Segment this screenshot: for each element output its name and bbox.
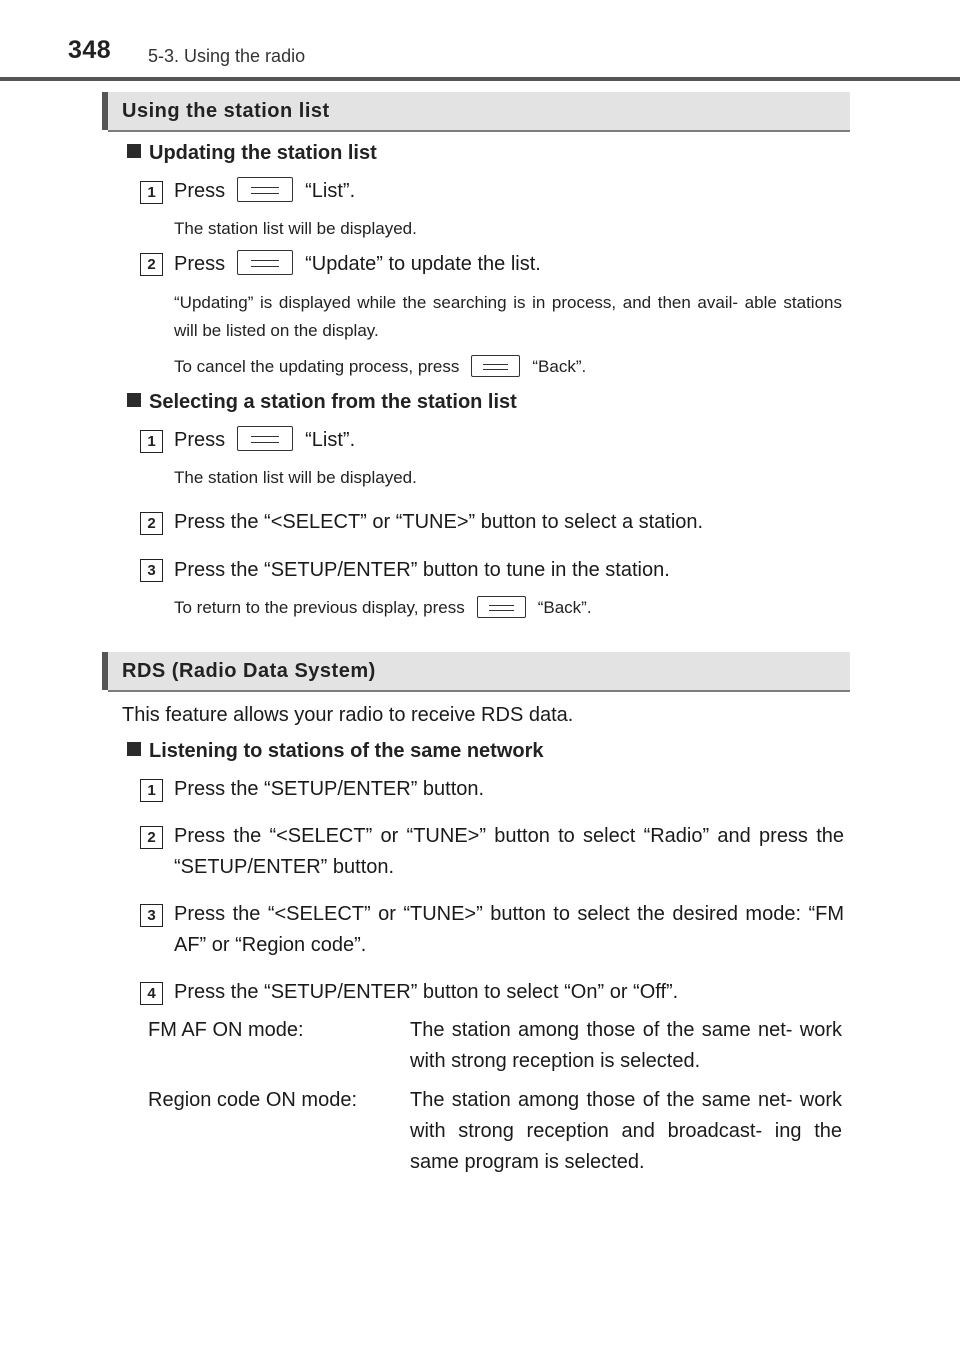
section-underline bbox=[108, 690, 850, 692]
subheading-selecting-station bbox=[127, 391, 517, 414]
step-number-badge: 3 bbox=[140, 904, 163, 927]
section-path: 5-3. Using the radio bbox=[148, 46, 306, 66]
control-button-icon bbox=[477, 596, 526, 618]
section-accent-bar bbox=[102, 92, 108, 130]
square-bullet-icon bbox=[127, 742, 141, 756]
step-instruction: Press the “SETUP/ENTER” button to select “On” or “Off”. bbox=[174, 981, 679, 1003]
step-note-cancel bbox=[174, 353, 842, 381]
subheading-text: Listening to stations of the same network bbox=[149, 740, 544, 762]
section-heading-station-list bbox=[102, 92, 850, 130]
step-instruction: Press the “<SELECT” or “TUNE>” button to select “Radio” and press the “SETUP/ENTER” button. bbox=[174, 825, 844, 878]
step-number-badge: 2 bbox=[140, 512, 163, 535]
step-number-badge: 3 bbox=[140, 559, 163, 582]
note-text-after: “Back”. bbox=[532, 357, 587, 376]
mode-description: The station among those of the same net- work with strong reception is selected. bbox=[410, 1019, 842, 1072]
step-number-badge: 2 bbox=[140, 826, 163, 849]
square-bullet-icon bbox=[127, 144, 141, 158]
step-text-before: Press bbox=[174, 253, 226, 275]
note-text-before: To return to the previous display, press bbox=[174, 598, 465, 617]
step-number-badge: 1 bbox=[140, 779, 163, 802]
step-note: The station list will be displayed. bbox=[174, 219, 417, 238]
step-number-badge: 2 bbox=[140, 253, 163, 276]
step-note: “Updating” is displayed while the searching is in process, and then avail- able stations will be listed on the display. bbox=[174, 293, 842, 340]
step-note: The station list will be displayed. bbox=[174, 468, 417, 487]
step-text-before: Press bbox=[174, 180, 226, 202]
section-title: RDS (Radio Data System) bbox=[122, 660, 376, 682]
mode-term: FM AF ON mode: bbox=[148, 1019, 304, 1041]
mode-description: The station among those of the same net- work with strong reception and broadcast- ing the same program is selected. bbox=[410, 1089, 842, 1173]
step-text-after: “Update” to update the list. bbox=[305, 253, 541, 275]
page-number: 348 bbox=[68, 36, 112, 64]
step-text-before: Press bbox=[174, 429, 226, 451]
step-instruction: Press the “SETUP/ENTER” button to tune in the station. bbox=[174, 559, 670, 581]
subheading-text: Selecting a station from the station list bbox=[149, 391, 517, 413]
subheading-updating-station-list bbox=[127, 142, 377, 165]
step-number-badge: 1 bbox=[140, 181, 163, 204]
header-rule bbox=[0, 77, 960, 81]
step-text-after: “List”. bbox=[305, 180, 356, 202]
mode-term: Region code ON mode: bbox=[148, 1089, 358, 1111]
section-underline bbox=[108, 130, 850, 132]
step-number-badge: 4 bbox=[140, 982, 163, 1005]
control-button-icon bbox=[237, 250, 293, 275]
note-text-before: To cancel the updating process, press bbox=[174, 357, 460, 376]
step-instruction bbox=[174, 425, 844, 456]
step-instruction: Press the “SETUP/ENTER” button. bbox=[174, 778, 485, 800]
note-text-after: “Back”. bbox=[537, 598, 592, 617]
subheading-same-network bbox=[127, 740, 544, 763]
subheading-text: Updating the station list bbox=[149, 142, 377, 164]
control-button-icon bbox=[237, 426, 293, 451]
control-button-icon bbox=[471, 355, 520, 377]
step-instruction bbox=[174, 176, 844, 207]
step-instruction bbox=[174, 249, 844, 280]
step-note-return bbox=[174, 594, 842, 622]
step-instruction: Press the “<SELECT” or “TUNE>” button to select the desired mode: “FM AF” or “Region code”. bbox=[174, 903, 844, 956]
square-bullet-icon bbox=[127, 393, 141, 407]
step-text-after: “List”. bbox=[305, 429, 356, 451]
section-heading-rds bbox=[102, 652, 850, 690]
step-number-badge: 1 bbox=[140, 430, 163, 453]
step-instruction: Press the “<SELECT” or “TUNE>” button to select a station. bbox=[174, 511, 704, 533]
section-accent-bar bbox=[102, 652, 108, 690]
control-button-icon bbox=[237, 177, 293, 202]
rds-intro-text: This feature allows your radio to receive RDS data. bbox=[122, 704, 574, 726]
section-title: Using the station list bbox=[122, 100, 330, 122]
